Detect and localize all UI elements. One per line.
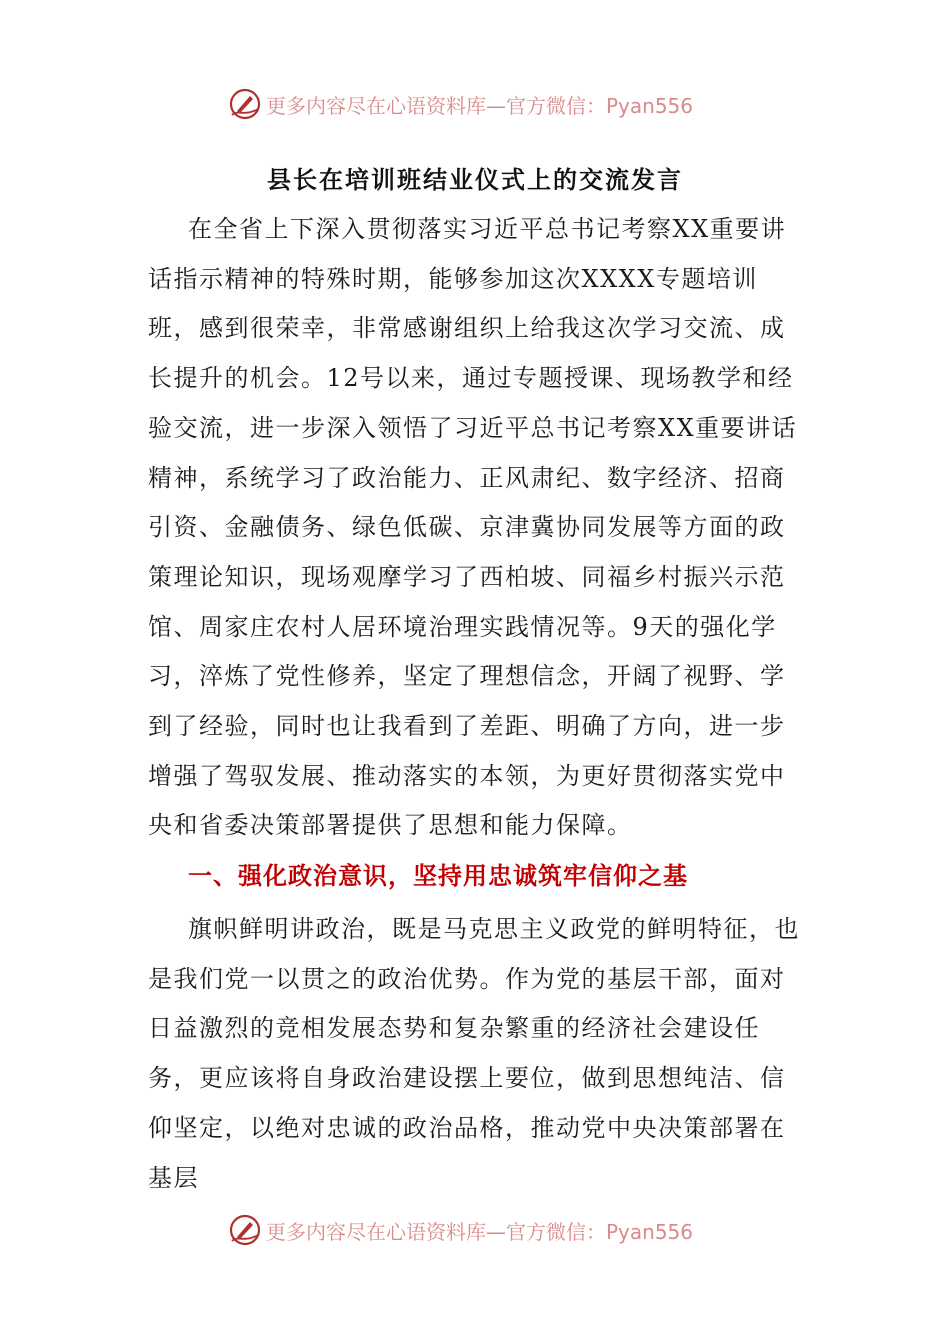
body-paragraph-2: 旗帜鲜明讲政治，既是马克思主义政党的鲜明特征，也是我们党一以贯之的政治优势。作为党的基层干部，面对日益激烈的竞相发展态势和复杂繁重的经济社会建设任务，更应该将自身政治建设摆上要位，做到思想纯洁、信仰坚定，以绝对忠诚的政治品格，推动党中央决策部署在基层 <box>148 915 800 1192</box>
body-paragraph-1-container <box>148 205 808 851</box>
footer-banner-text: 更多内容尽在心语资料库—官方微信：Pyan556 <box>266 1219 694 1244</box>
document-title: 县长在培训班结业仪式上的交流发言 <box>267 166 683 194</box>
pen-signature-icon <box>228 87 262 121</box>
section-1-heading: 一、强化政治意识，坚持用忠诚筑牢信仰之基 <box>188 862 688 890</box>
footer-watermark-banner <box>228 1210 748 1250</box>
pen-signature-icon <box>228 1213 262 1247</box>
header-banner-text: 更多内容尽在心语资料库—官方微信：Pyan556 <box>266 93 694 118</box>
header-watermark-banner <box>228 84 748 124</box>
body-paragraph-2-container <box>148 905 808 1203</box>
body-paragraph-1: 在全省上下深入贯彻落实习近平总书记考察XX重要讲话指示精神的特殊时期，能够参加这次XXXX专题培训班，感到很荣幸，非常感谢组织上给我这次学习交流、成长提升的机会。12号以来，通过专题授课、现场教学和经验交流，进一步深入领悟了习近平总书记考察XX重要讲话精神，系统学习了政治能力、正风肃纪、数字经济、招商引资、金融债务、绿色低碳、京津冀协同发展等方面的政策理论知识，现场观摩学习了西柏坡、同福乡村振兴示范馆、周家庄农村人居环境治理实践情况等。9天的强化学习，淬炼了党性修养，坚定了理想信念，开阔了视野、学到了经验，同时也让我看到了差距、明确了方向，进一步增强了驾驭发展、推动落实的本领，为更好贯彻落实党中央和省委决策部署提供了思想和能力保障。 <box>148 215 798 840</box>
